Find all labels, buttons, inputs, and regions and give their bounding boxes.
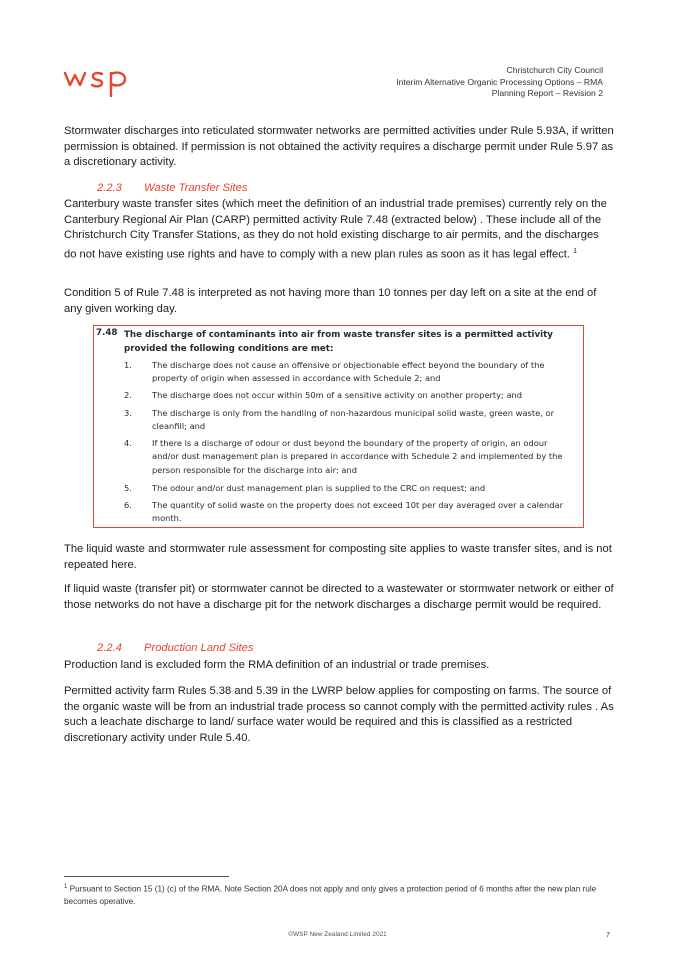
header-client: Christchurch City Council (506, 65, 603, 75)
condition-text: The quantity of solid waste on the property does not exceed 10t per day averaged over a calendar month. (152, 500, 564, 524)
paragraph-condition-5: Condition 5 of Rule 7.48 is interpreted as not having more than 10 tonnes per day left on a site at the end of any given working day. (64, 287, 597, 315)
paragraph-production-land: Production land is excluded form the RMA definition of an industrial or trade premises. (64, 659, 490, 671)
paragraph-waste-transfer (64, 197, 614, 263)
condition-text: The odour and/or dust management plan is supplied to the CRC on request; and (152, 483, 486, 493)
footnote-mark: 1 (64, 884, 68, 890)
condition-number: 6. (124, 500, 132, 510)
section-heading-2-2-3 (97, 182, 247, 194)
rule-title: The discharge of contaminants into air from waste transfer sites is a permitted activity provided the following conditions are met: (124, 330, 553, 354)
page-number: 7 (605, 930, 610, 939)
footer-copyright: ©WSP New Zealand Limited 2021 (288, 931, 387, 938)
condition-text: The discharge does not occur within 50m of a sensitive activity on another property; and (152, 390, 523, 400)
paragraph-stormwater: Stormwater discharges into reticulated stormwater networks are permitted activities under Rule 5.93A, if written permission is obtained. If permission is not obtained the activity requires a discharge permit under Rule 5.97 as a discretionary activity. (64, 125, 614, 169)
condition-number: 5. (124, 483, 132, 493)
footnote-text: Pursuant to Section 15 (1) (c) of the RMA. Note Section 20A does not apply and only gives a protection period of 6 months after the new plan rule becomes operative. (64, 884, 597, 907)
paragraph-transfer-pit: If liquid waste (transfer pit) or stormwater cannot be directed to a wastewater or stormwater network or either of those networks do not have a discharge pit for the network discharges a discharge permit would be required. (64, 583, 614, 611)
footnote (64, 881, 624, 909)
header-report: Planning Report – Revision 2 (491, 88, 603, 98)
condition-number: 2. (124, 390, 132, 400)
condition-number: 3. (124, 408, 132, 418)
rule-extract-box (93, 325, 584, 528)
document-header (396, 65, 603, 100)
section-number: 2.2.4 (97, 642, 122, 654)
header-project: Interim Alternative Organic Processing Options – RMA (396, 76, 603, 87)
footnote-reference[interactable]: 1 (573, 247, 578, 255)
paragraph-text: Canterbury waste transfer sites (which meet the definition of an industrial trade premises) currently rely on the Canterbury Regional Air Plan (CARP) permitted activity Rule 7.48 (extracted below) . These include all of the Christchurch City Transfer Stations, as they do not hold existing discharge to air permits, and the discharges do not have existing use rights and have to comply with a new plan rules as soon as it has legal effect. (64, 198, 607, 261)
rule-number: 7.48 (96, 328, 118, 338)
wsp-logo (62, 62, 140, 98)
condition-text: The discharge is only from the handling of non-hazardous municipal solid waste, green waste, or cleanfill; and (152, 408, 554, 432)
condition-number: 4. (124, 438, 132, 448)
paragraph-farm-rules: Permitted activity farm Rules 5.38 and 5.39 in the LWRP below applies for composting on farms. The source of the organic waste will be from an industrial trade process so cannot comply with the permitted activity rules . As such a leachate discharge to land/ surface water would be required and this is classified as a restricted discretionary activity under Rule 5.40. (64, 685, 614, 744)
section-number: 2.2.3 (97, 182, 122, 194)
section-title: Waste Transfer Sites (144, 182, 248, 194)
paragraph-liquid-waste: The liquid waste and stormwater rule assessment for composting site applies to waste transfer sites, and is not repeated here. (64, 543, 612, 571)
condition-text: The discharge does not cause an offensive or objectionable effect beyond the boundary of the property of origin when assessed in accordance with Schedule 2; and (152, 360, 545, 384)
footnote-divider (64, 876, 229, 877)
condition-number: 1. (124, 360, 132, 370)
condition-text: If there is a discharge of odour or dust beyond the boundary of the property of origin, an odour and/or dust management plan is prepared in accordance with Schedule 2 and implemented by the person responsible for the discharge into air; and (152, 438, 563, 475)
section-heading-2-2-4 (97, 642, 253, 654)
section-title: Production Land Sites (144, 642, 254, 654)
